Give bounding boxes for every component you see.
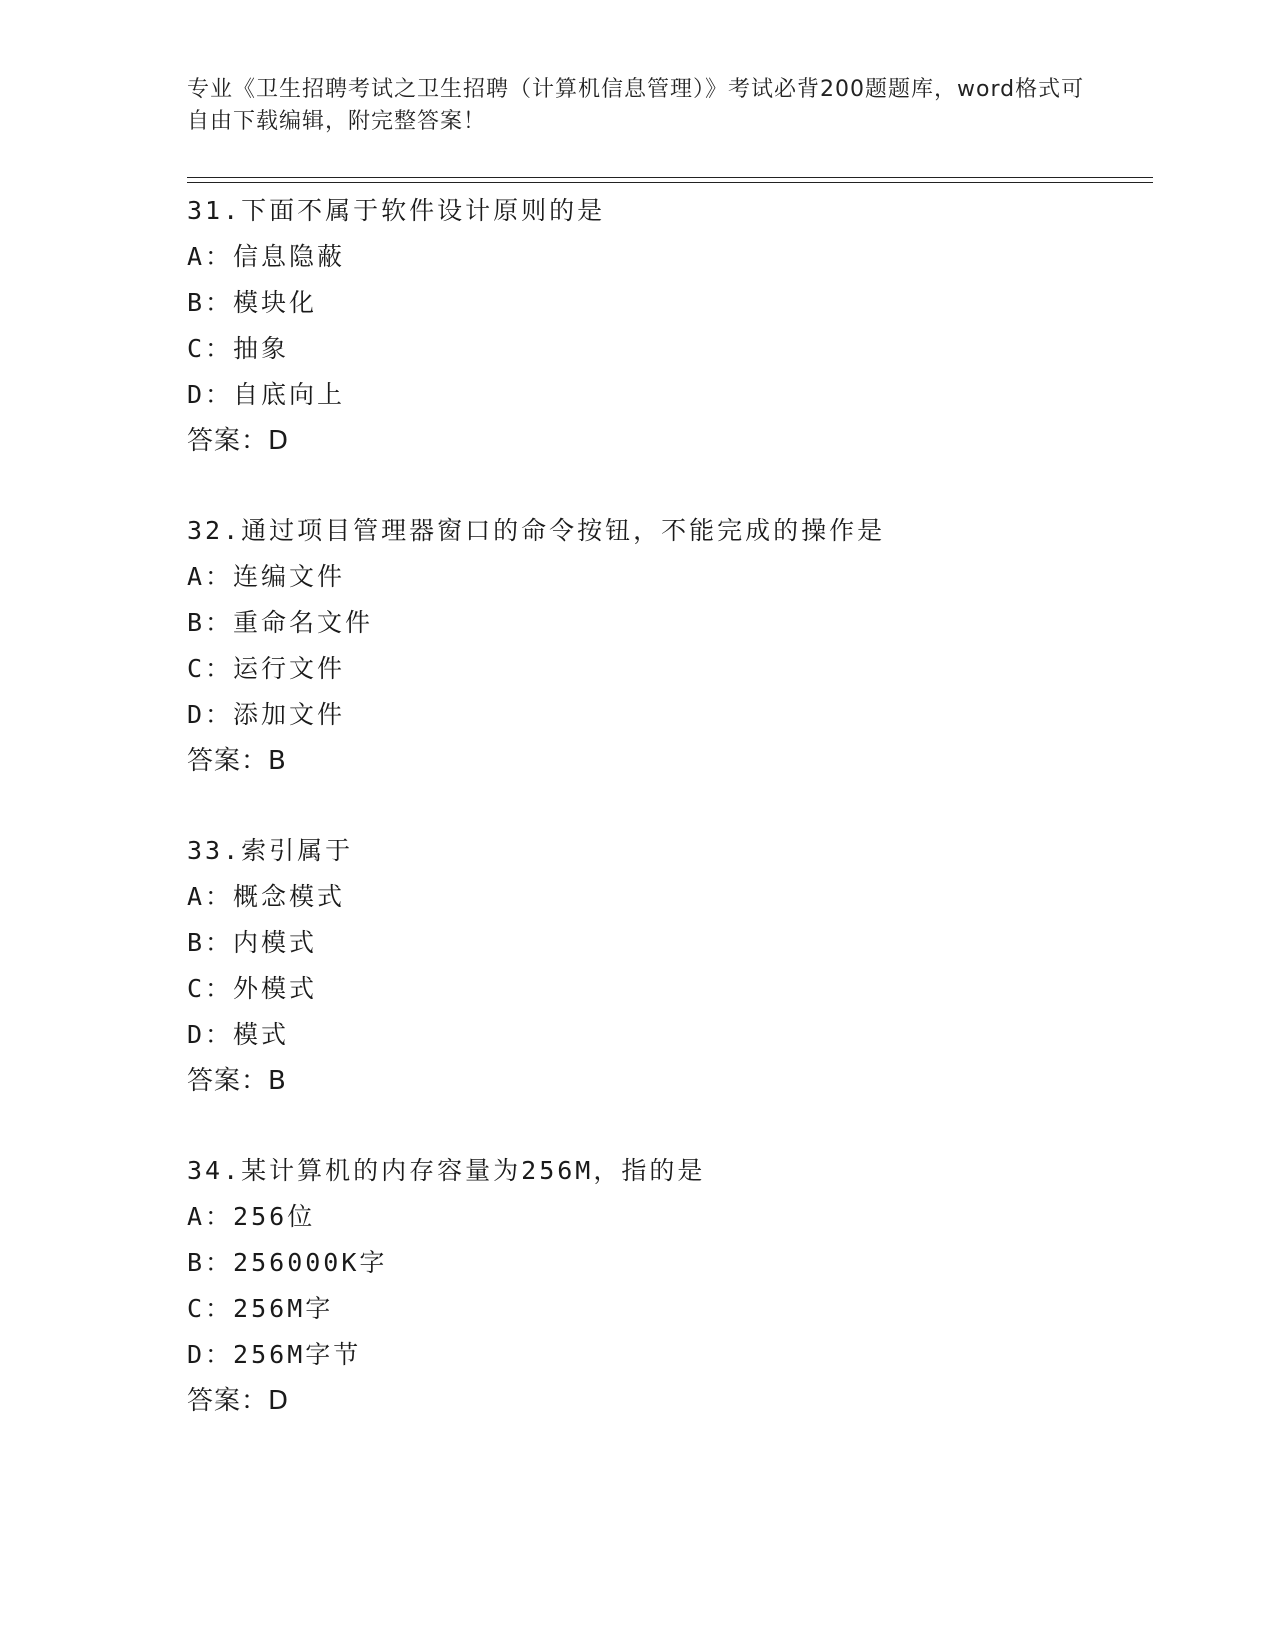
answer-line: 答案：B	[187, 746, 287, 776]
option-b: B：内模式	[187, 928, 318, 957]
option-c: C：抽象	[187, 334, 290, 363]
header-divider-bottom	[187, 182, 1153, 183]
option-d: D：模式	[187, 1020, 290, 1049]
option-b: B：256000K字	[187, 1248, 388, 1277]
question-block	[187, 188, 1167, 464]
answer-line: 答案：D	[187, 426, 290, 456]
option-c: C：运行文件	[187, 654, 346, 683]
question-block	[187, 1148, 1167, 1424]
question-block	[187, 508, 1167, 784]
option-d: D：添加文件	[187, 700, 346, 729]
question-stem: 34.某计算机的内存容量为256M，指的是	[187, 1156, 706, 1185]
question-stem: 31.下面不属于软件设计原则的是	[187, 196, 606, 225]
option-a: A：信息隐蔽	[187, 242, 346, 271]
answer-line: 答案：B	[187, 1066, 287, 1096]
header-divider-top	[187, 177, 1153, 178]
question-stem: 32.通过项目管理器窗口的命令按钮，不能完成的操作是	[187, 516, 886, 545]
option-b: B：重命名文件	[187, 608, 374, 637]
option-c: C：256M字	[187, 1294, 334, 1323]
option-a: A：256位	[187, 1202, 316, 1231]
answer-line: 答案：D	[187, 1386, 290, 1416]
option-d: D：256M字节	[187, 1340, 362, 1369]
question-stem: 33.索引属于	[187, 836, 354, 865]
option-a: A：连编文件	[187, 562, 346, 591]
option-d: D：自底向上	[187, 380, 346, 409]
option-c: C：外模式	[187, 974, 318, 1003]
question-block	[187, 828, 1167, 1104]
option-a: A：概念模式	[187, 882, 346, 911]
option-b: B：模块化	[187, 288, 318, 317]
document-header: 专业《卫生招聘考试之卫生招聘（计算机信息管理）》考试必背200题题库，word格式可自由下载编辑，附完整答案！	[187, 77, 1085, 134]
